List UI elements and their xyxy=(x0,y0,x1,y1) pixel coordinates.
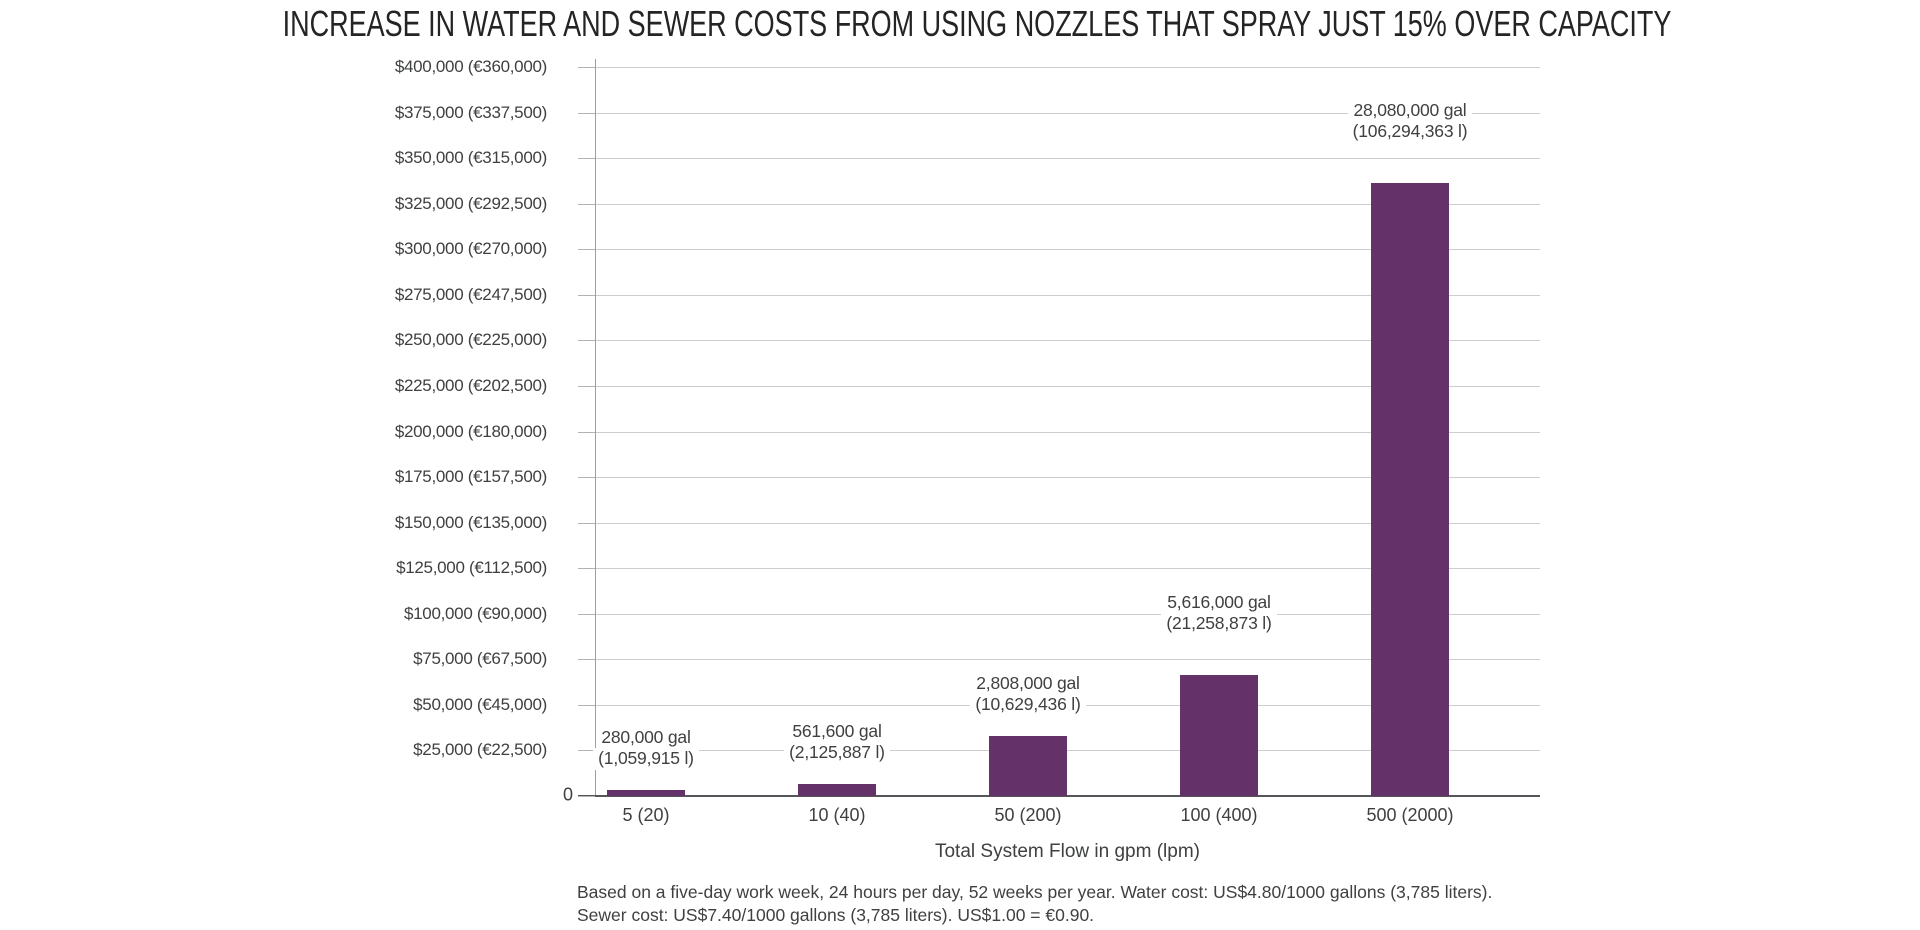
y-axis-tick xyxy=(578,568,595,569)
plot-area xyxy=(394,57,1540,825)
gridline xyxy=(596,67,1540,68)
bar xyxy=(798,784,876,796)
y-axis-tick xyxy=(578,249,595,250)
gridline xyxy=(596,158,1540,159)
y-tick-label: $25,000 (€22,500) xyxy=(413,740,547,760)
y-tick-label: $100,000 (€90,000) xyxy=(403,603,547,623)
y-tick-label: $350,000 (€315,000) xyxy=(394,148,547,168)
y-axis-tick xyxy=(578,432,595,433)
bar-value-liters: (106,294,363 l) xyxy=(1348,121,1473,143)
x-category-label: 500 (2000) xyxy=(1366,805,1454,825)
bar-value-liters: (2,125,887 l) xyxy=(784,742,890,764)
bar xyxy=(1371,183,1449,796)
bar-value-gallons: 280,000 gal xyxy=(596,727,695,749)
x-axis-title: Total System Flow in gpm (lpm) xyxy=(934,841,1200,862)
bar-value-label xyxy=(1290,100,1530,143)
y-axis-tick xyxy=(578,659,595,660)
y-axis-line xyxy=(595,59,596,796)
bar-value-liters: (1,059,915 l) xyxy=(593,748,699,770)
y-axis-tick xyxy=(578,477,595,478)
y-axis-tick xyxy=(578,614,595,615)
y-tick-label: $300,000 (€270,000) xyxy=(394,239,547,259)
y-tick-label: $50,000 (€45,000) xyxy=(413,694,547,714)
bar-value-label xyxy=(908,673,1148,716)
x-category-label: 100 (400) xyxy=(1180,805,1258,825)
y-tick-label: $325,000 (€292,500) xyxy=(394,193,547,213)
x-category-label: 50 (200) xyxy=(994,805,1062,825)
bar-value-gallons: 5,616,000 gal xyxy=(1162,592,1275,614)
y-axis-tick xyxy=(578,523,595,524)
y-axis-tick xyxy=(578,705,595,706)
footnote-line-2: Sewer cost: US$7.40/1000 gallons (3,785 liters). US$1.00 = €0.90. xyxy=(577,904,1095,925)
x-category-label: 10 (40) xyxy=(808,805,866,825)
bar-value-gallons: 2,808,000 gal xyxy=(971,673,1084,695)
y-tick-label: $75,000 (€67,500) xyxy=(413,649,547,669)
y-tick-label: $175,000 (€157,500) xyxy=(394,467,547,487)
y-axis-tick xyxy=(578,386,595,387)
bar-value-gallons: 28,080,000 gal xyxy=(1348,100,1471,122)
y-tick-label: $200,000 (€180,000) xyxy=(394,421,547,441)
bar-value-gallons: 561,600 gal xyxy=(787,721,886,743)
y-axis-tick xyxy=(578,295,595,296)
x-category-label: 5 (20) xyxy=(622,805,670,825)
bar-value-label xyxy=(717,721,957,764)
y-axis-tick xyxy=(578,67,595,68)
y-tick-label: $225,000 (€202,500) xyxy=(394,375,547,395)
footnote-line-1: Based on a five-day work week, 24 hours per day, 52 weeks per year. Water cost: US$4.80/1000 gallons (3,785 liters). xyxy=(577,882,1493,902)
y-tick-label: $400,000 (€360,000) xyxy=(394,57,547,76)
bar xyxy=(607,790,685,796)
y-tick-label: $275,000 (€247,500) xyxy=(394,284,547,304)
y-axis-tick xyxy=(578,158,595,159)
bar-value-label xyxy=(1099,592,1339,635)
y-tick-label-zero: 0 xyxy=(562,784,573,805)
bar-value-liters: (21,258,873 l) xyxy=(1161,613,1276,635)
footnote xyxy=(577,881,1577,926)
bar xyxy=(989,736,1067,796)
chart-title: INCREASE IN WATER AND SEWER COSTS FROM USING NOZZLES THAT SPRAY JUST 15% OVER CAPACITY xyxy=(282,3,1672,44)
bar xyxy=(1180,675,1258,796)
y-axis-tick xyxy=(578,796,595,797)
bar-value-liters: (10,629,436 l) xyxy=(970,694,1085,716)
y-axis-tick xyxy=(578,204,595,205)
y-tick-label: $150,000 (€135,000) xyxy=(394,512,547,532)
y-tick-label: $125,000 (€112,500) xyxy=(396,558,547,578)
y-axis-tick xyxy=(578,113,595,114)
y-axis-tick xyxy=(578,340,595,341)
y-tick-label: $250,000 (€225,000) xyxy=(394,330,547,350)
y-tick-label: $375,000 (€337,500) xyxy=(394,102,547,122)
